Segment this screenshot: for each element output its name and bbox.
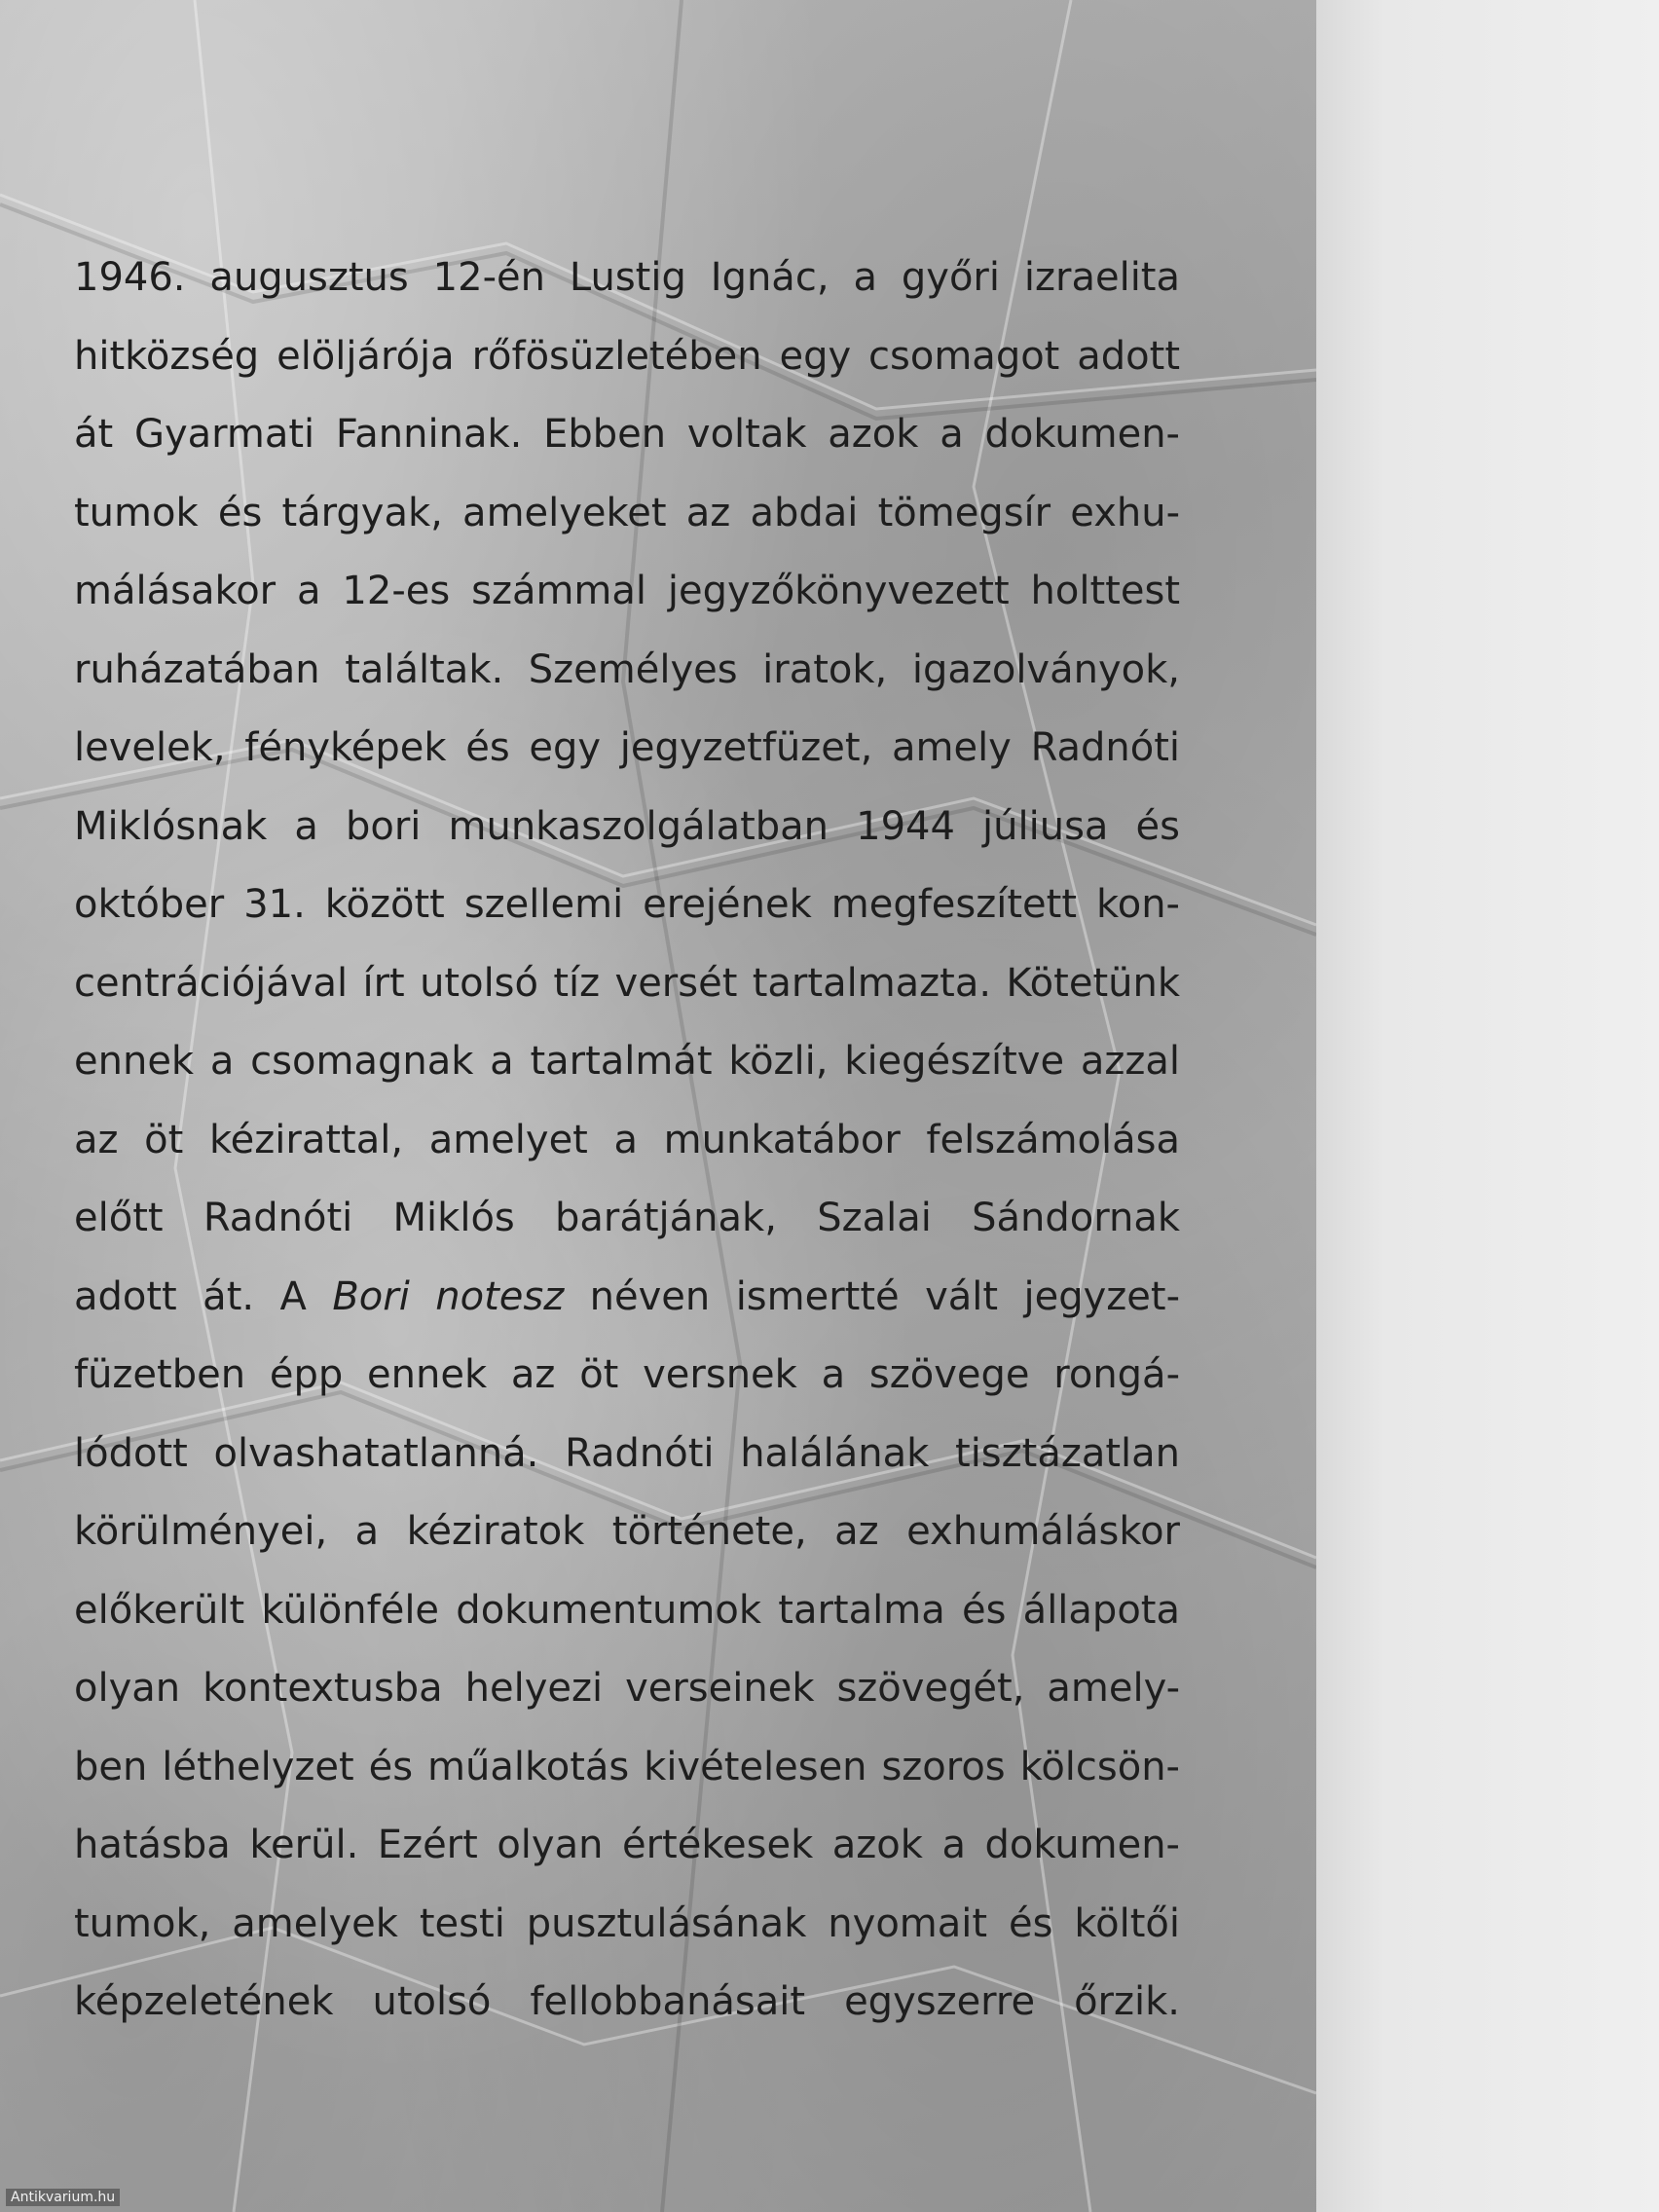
text-line: tumok, amelyek testi pusztulásának nyomait és költői bbox=[74, 1900, 1180, 1946]
watermark: Antikvarium.hu bbox=[6, 2189, 120, 2206]
text-line: Miklósnak a bori munkaszolgálatban 1944 júliusa és bbox=[74, 803, 1180, 849]
text-line: előtt Radnóti Miklós barátjának, Szalai Sándornak bbox=[74, 1196, 1180, 1240]
body-text bbox=[74, 239, 1180, 2042]
text-line: málásakor a 12-es számmal jegyzőkönyvezett holttest bbox=[74, 569, 1180, 613]
text-line: lódott olvashatatlanná. Radnóti halálának tisztázatlan bbox=[74, 1430, 1180, 1476]
text-line: hatásba kerül. Ezért olyan értékesek azok a dokumen- bbox=[74, 1823, 1180, 1867]
text-line: ben léthelyzet és műalkotás kivételesen szoros kölcsön- bbox=[74, 1744, 1180, 1789]
book-title-italic: Bori notesz bbox=[332, 1273, 565, 1319]
text-line: centrációjával írt utolsó tíz versét tartalmazta. Kötetünk bbox=[74, 960, 1180, 1006]
text-line: hitközség elöljárója rőfösüzletében egy csomagot adott bbox=[74, 333, 1180, 379]
text-line: körülményei, a kéziratok története, az exhumáláskor bbox=[74, 1509, 1180, 1554]
page-margin bbox=[1316, 0, 1659, 2212]
text-segment: adott át. A bbox=[74, 1273, 333, 1319]
text-line: előkerült különféle dokumentumok tartalma és állapota bbox=[74, 1587, 1180, 1633]
text-line: képzeletének utolsó fellobbanásait egyszerre őrzik. bbox=[74, 1979, 1180, 2024]
text-line: olyan kontextusba helyezi verseinek szövegét, amely- bbox=[74, 1666, 1180, 1711]
text-line: 1946. augusztus 12-én Lustig Ignác, a győri izraelita bbox=[74, 255, 1180, 300]
text-line: levelek, fényképek és egy jegyzetfüzet, amely Radnóti bbox=[74, 725, 1180, 770]
text-line-with-italic bbox=[74, 1258, 1180, 1337]
text-line: az öt kézirattal, amelyet a munkatábor felszámolása bbox=[74, 1117, 1180, 1162]
text-line: füzetben épp ennek az öt versnek a szövege rongá- bbox=[74, 1352, 1180, 1397]
text-line: október 31. között szellemi erejének megfeszített kon- bbox=[74, 882, 1180, 927]
text-segment: néven ismertté vált jegyzet- bbox=[564, 1273, 1181, 1319]
text-line: át Gyarmati Fanninak. Ebben voltak azok a dokumen- bbox=[74, 412, 1180, 457]
text-line: tumok és tárgyak, amelyeket az abdai tömegsír exhu- bbox=[74, 490, 1180, 535]
text-line: ennek a csomagnak a tartalmát közli, kiegészítve azzal bbox=[74, 1039, 1180, 1084]
text-line: ruházatában találtak. Személyes iratok, igazolványok, bbox=[74, 646, 1180, 692]
